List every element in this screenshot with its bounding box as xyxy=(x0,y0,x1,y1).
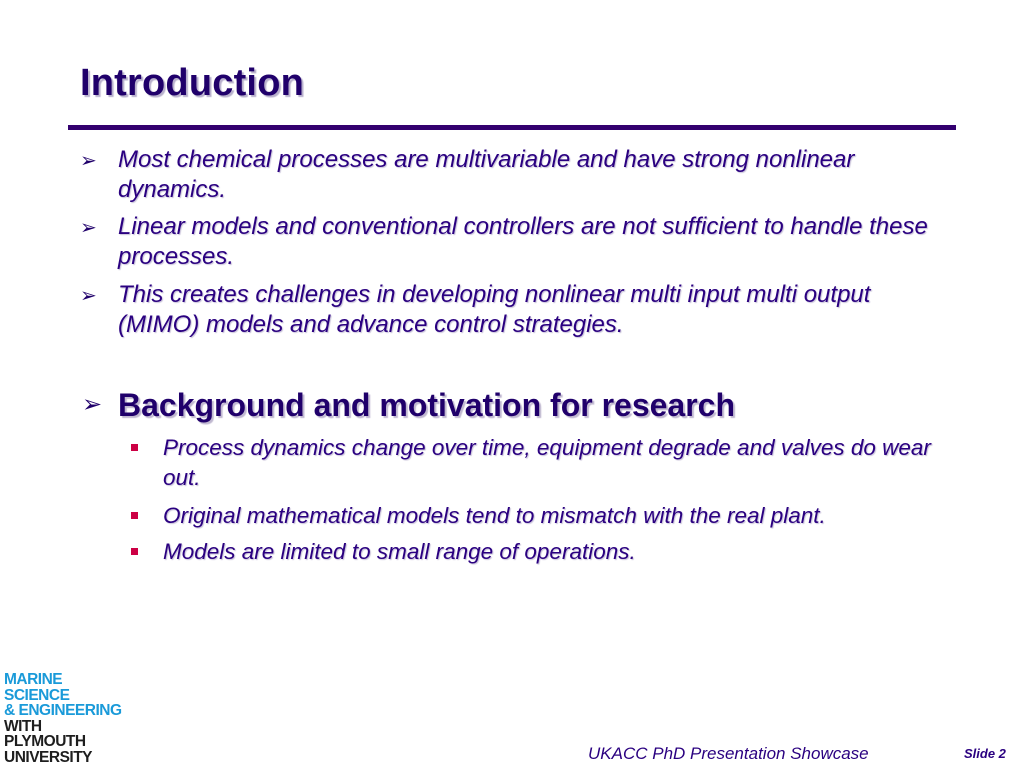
bullet-text: This creates challenges in developing nonlinear multi input multi output (MIMO) models and advance control strategies. xyxy=(118,281,871,338)
arrowhead-bullet-icon: ➢ xyxy=(82,391,103,418)
bullet-item xyxy=(80,280,948,340)
section-heading xyxy=(82,387,736,424)
sub-bullet-item xyxy=(163,501,953,531)
sub-bullet-text: Models are limited to small range of operations. xyxy=(163,539,636,564)
logo-line: MARINE xyxy=(4,671,63,688)
sub-bullet-item xyxy=(163,537,953,567)
sub-bullet-text: Original mathematical models tend to mismatch with the real plant. xyxy=(163,503,826,528)
logo-line: UNIVERSITY xyxy=(4,748,93,766)
logo-line: WITH xyxy=(4,717,42,735)
university-logo xyxy=(4,672,122,765)
slide-title: Introduction xyxy=(80,62,305,104)
footer-text: UKACC PhD Presentation Showcase xyxy=(588,744,869,763)
arrowhead-bullet-icon: ➢ xyxy=(80,150,97,172)
bullet-item xyxy=(80,212,948,272)
section-heading-text: Background and motivation for research xyxy=(118,387,736,423)
arrowhead-bullet-icon: ➢ xyxy=(80,285,97,307)
title-divider xyxy=(68,125,956,130)
logo-line: PLYMOUTH xyxy=(4,733,86,750)
bullet-text: Most chemical processes are multivariable and have strong nonlinear dynamics. xyxy=(118,146,855,203)
logo-line: SCIENCE xyxy=(4,686,70,704)
sub-bullet-text: Process dynamics change over time, equipment degrade and valves do wear out. xyxy=(163,435,931,490)
square-bullet-icon xyxy=(131,548,138,555)
square-bullet-icon xyxy=(131,444,138,451)
slide-number: Slide 2 xyxy=(964,746,1006,761)
square-bullet-icon xyxy=(131,512,138,519)
logo-line: & ENGINEERING xyxy=(4,702,122,719)
sub-bullet-item xyxy=(163,433,953,493)
arrowhead-bullet-icon: ➢ xyxy=(80,217,97,239)
bullet-text: Linear models and conventional controllers are not sufficient to handle these processes. xyxy=(118,213,928,270)
bullet-item xyxy=(80,145,948,205)
